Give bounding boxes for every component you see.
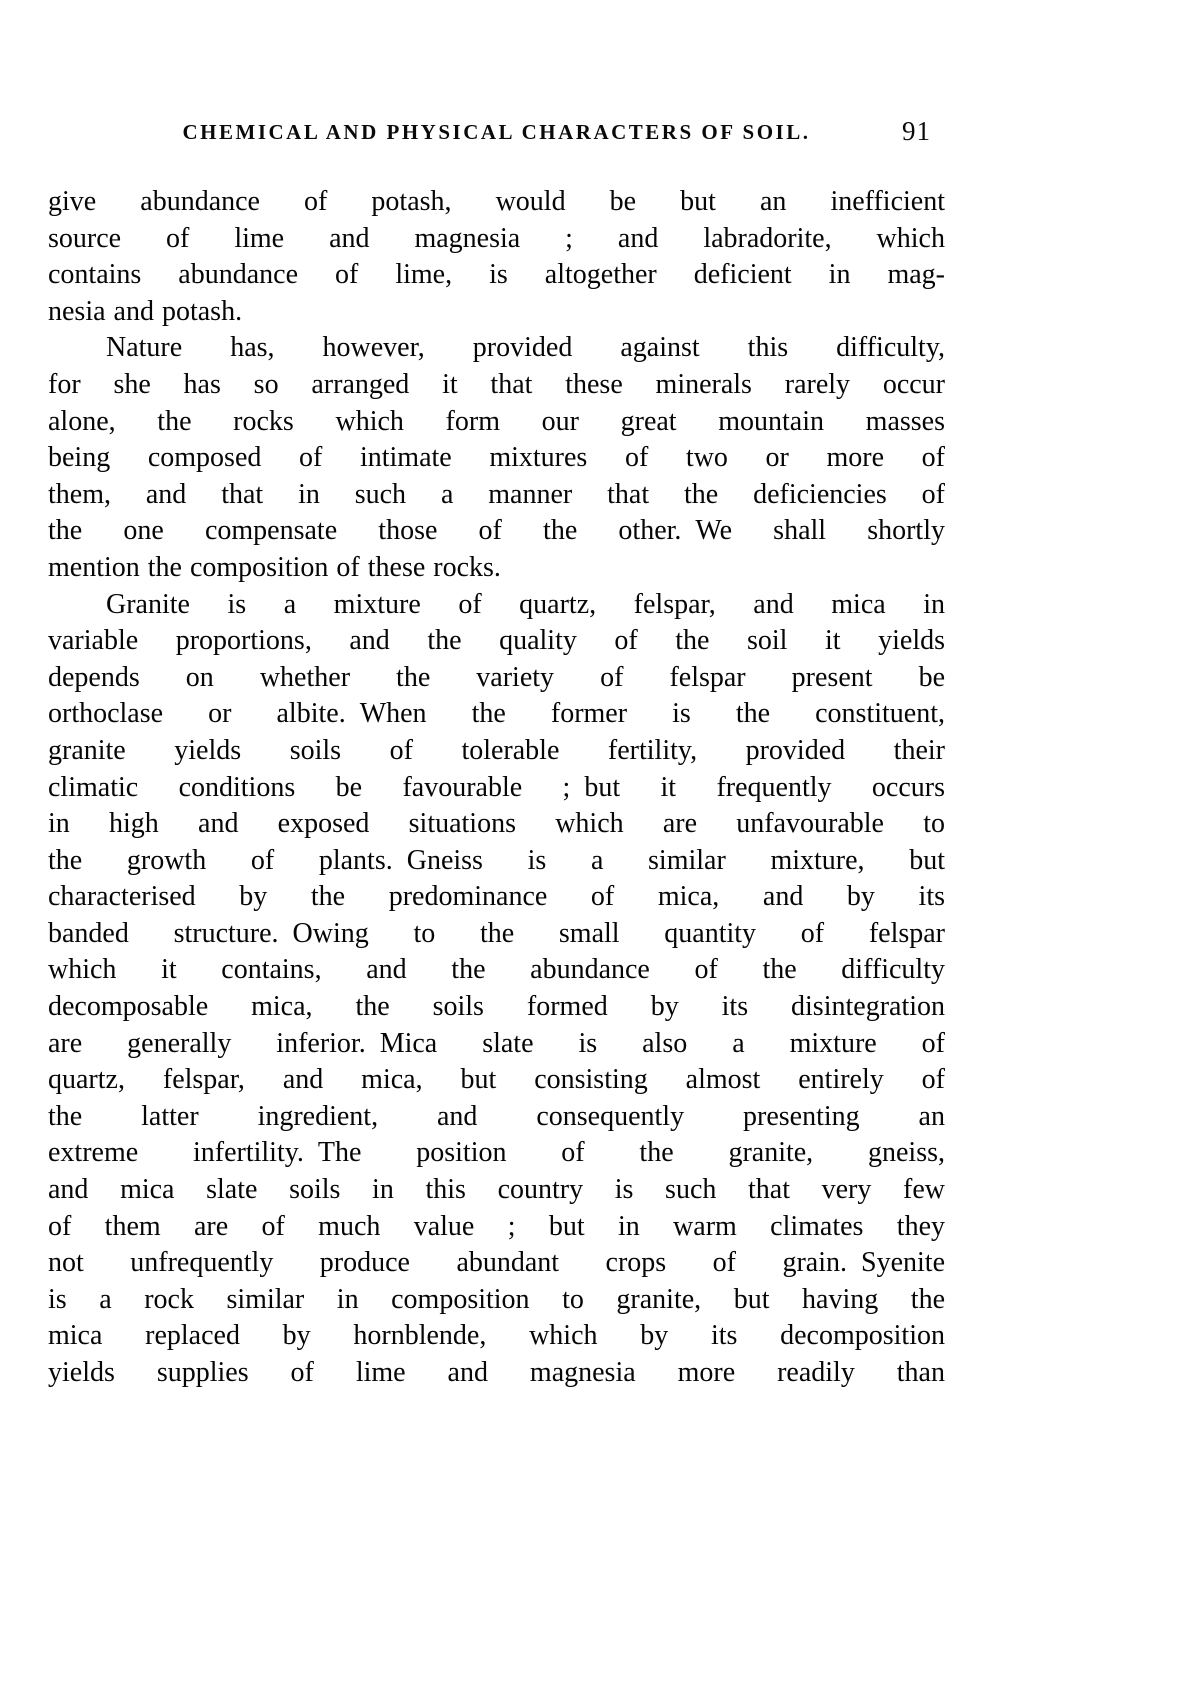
text-line: nesia and potash. xyxy=(48,295,243,327)
text-line: in high and exposed situations which are unfavourable to xyxy=(48,808,945,840)
text-line: extreme infertility. The position of the granite, gneiss, xyxy=(48,1137,945,1169)
text-line: alone, the rocks which form our great mountain masses xyxy=(48,405,945,437)
text-line: which it contains, and the abundance of the difficulty xyxy=(48,954,945,986)
running-header xyxy=(48,116,945,158)
text-line: yields supplies of lime and magnesia more readily than xyxy=(48,1357,945,1388)
text-line: quartz, felspar, and mica, but consisting almost entirely of xyxy=(48,1064,945,1096)
text-line: are generally inferior. Mica slate is also a mixture of xyxy=(48,1027,945,1059)
text-line: the one compensate those of the other. We shall shortly xyxy=(48,515,945,547)
text-line: climatic conditions be favourable ; but it frequently occurs xyxy=(48,771,945,803)
text-line: mica replaced by hornblende, which by its decomposition xyxy=(48,1320,945,1352)
running-header-title: CHEMICAL AND PHYSICAL CHARACTERS OF SOIL. xyxy=(182,120,811,144)
text-line: the latter ingredient, and consequently presenting an xyxy=(48,1100,945,1132)
text-line: the growth of plants. Gneiss is a similar mixture, but xyxy=(48,844,945,876)
text-line: source of lime and magnesia ; and labradorite, which xyxy=(48,222,945,254)
page-content xyxy=(48,116,945,1392)
text-line: granite yields soils of tolerable fertility, provided their xyxy=(48,734,945,766)
body-text xyxy=(48,184,945,1392)
text-line: mention the composition of these rocks. xyxy=(48,551,501,583)
text-line: for she has so arranged it that these minerals rarely occur xyxy=(48,368,945,400)
text-line: of them are of much value ; but in warm climates they xyxy=(48,1210,945,1242)
page-number: 91 xyxy=(902,116,931,146)
text-line: characterised by the predominance of mica, and by its xyxy=(48,881,945,913)
text-line: contains abundance of lime, is altogether deficient in mag- xyxy=(48,259,945,291)
text-line: is a rock similar in composition to granite, but having the xyxy=(48,1283,945,1315)
text-line: give abundance of potash, would be but an inefficient xyxy=(48,186,945,217)
text-line: Granite is a mixture of quartz, felspar, and mica in xyxy=(106,588,945,620)
text-line: and mica slate soils in this country is such that very few xyxy=(48,1174,945,1206)
text-line: being composed of intimate mixtures of two or more of xyxy=(48,442,945,474)
text-line: orthoclase or albite. When the former is the constituent, xyxy=(48,698,945,730)
text-line: variable proportions, and the quality of the soil it yields xyxy=(48,625,945,657)
text-line: them, and that in such a manner that the deficiencies of xyxy=(48,478,945,510)
text-line: depends on whether the variety of felspar present be xyxy=(48,661,945,693)
text-line: Nature has, however, provided against this difficulty, xyxy=(106,332,945,364)
text-line: not unfrequently produce abundant crops of grain. Syenite xyxy=(48,1247,945,1279)
text-line: banded structure. Owing to the small quantity of felspar xyxy=(48,917,945,949)
text-line: decomposable mica, the soils formed by its disintegration xyxy=(48,991,945,1023)
